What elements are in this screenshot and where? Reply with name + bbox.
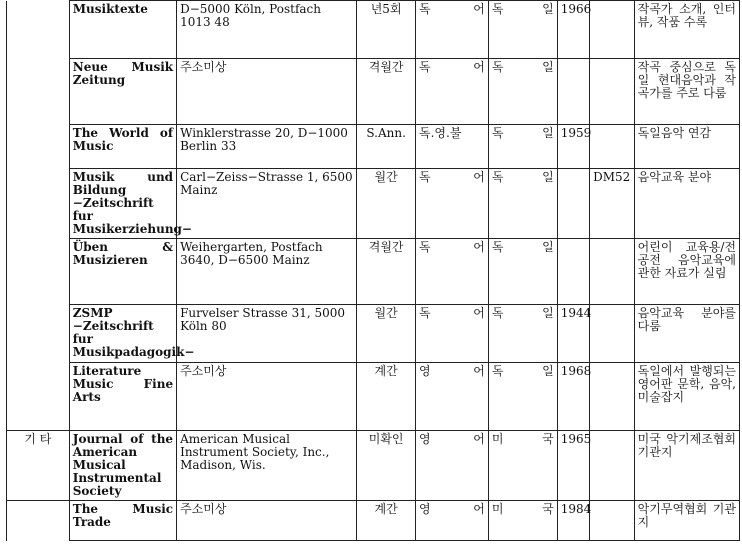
- country-part: 독: [491, 170, 504, 184]
- note-cell: 음악교육 분야를 다룸: [634, 305, 739, 363]
- country-part: 독: [491, 306, 504, 320]
- title-cell: Neue Musik Zeitung: [69, 59, 176, 125]
- country-part: 일: [542, 364, 554, 378]
- price-cell: [590, 305, 635, 363]
- note-cell: 작곡가 소개, 인터뷰, 작품 수록: [634, 1, 739, 59]
- year-cell: 1968: [557, 363, 589, 431]
- country-part: 독: [491, 240, 504, 254]
- year-cell: 1984: [557, 501, 589, 541]
- frequency-cell: 계간: [357, 363, 416, 431]
- country-part: 독: [491, 2, 504, 16]
- price-cell: [590, 125, 635, 169]
- country-cell: [488, 305, 557, 363]
- country-cell: [488, 59, 557, 125]
- category-cell: 기 타: [7, 431, 70, 501]
- language-part: 영: [419, 432, 431, 446]
- language-part: 어: [473, 240, 485, 254]
- title-cell: Literature Music Fine Arts: [69, 363, 176, 431]
- language-cell: [416, 169, 489, 239]
- country-part: 국: [542, 502, 554, 516]
- category-cell: [7, 169, 70, 239]
- frequency-cell: 월간: [357, 169, 416, 239]
- price-cell: [590, 501, 635, 541]
- category-cell: [7, 125, 70, 169]
- country-part: 일: [542, 2, 554, 16]
- title-cell: The Music Trade: [69, 501, 176, 541]
- frequency-cell: S.Ann.: [357, 125, 416, 169]
- table-row: [7, 59, 740, 125]
- table-body: [7, 1, 740, 541]
- language-cell: [416, 59, 489, 125]
- country-part: 국: [542, 432, 554, 446]
- table-row: [7, 305, 740, 363]
- country-part: 독: [491, 126, 504, 140]
- country-part: 미: [491, 502, 504, 516]
- address-cell: Carl−Zeiss−Strasse 1, 6500 Mainz: [177, 169, 357, 239]
- note-cell: 미국 악기제조협회 기관지: [634, 431, 739, 501]
- table-row: [7, 363, 740, 431]
- language-part: 독: [419, 170, 431, 184]
- category-cell: [7, 363, 70, 431]
- country-cell: [488, 239, 557, 305]
- country-part: 일: [542, 240, 554, 254]
- country-cell: [488, 431, 557, 501]
- language-cell: [416, 431, 489, 501]
- country-cell: [488, 363, 557, 431]
- note-cell: 독일음악 연감: [634, 125, 739, 169]
- country-part: 미: [491, 432, 504, 446]
- language-part: 어: [473, 306, 485, 320]
- country-part: 일: [542, 60, 554, 74]
- price-cell: [590, 1, 635, 59]
- language-part: 독: [419, 306, 431, 320]
- price-cell: [590, 431, 635, 501]
- table-row: [7, 125, 740, 169]
- category-cell: [7, 59, 70, 125]
- country-part: 일: [542, 170, 554, 184]
- category-cell: [7, 1, 70, 59]
- year-cell: 1959: [557, 125, 589, 169]
- table-row: [7, 169, 740, 239]
- language-part: 어: [473, 2, 485, 16]
- country-cell: [488, 125, 557, 169]
- title-cell: Musik und Bildung −Zeitschrift fur Musikerziehung−: [69, 169, 176, 239]
- frequency-cell: 미확인: [357, 431, 416, 501]
- country-cell: [488, 501, 557, 541]
- note-cell: 작곡 중심으로 독일 현대음악과 작곡가를 주로 다룸: [634, 59, 739, 125]
- address-cell: Furvelser Strasse 31, 5000 Köln 80: [177, 305, 357, 363]
- country-part: 독: [491, 364, 504, 378]
- price-cell: [590, 239, 635, 305]
- language-cell: [416, 125, 489, 169]
- note-cell: 음악교육 분야: [634, 169, 739, 239]
- language-cell: [416, 363, 489, 431]
- language-part: 영: [419, 364, 431, 378]
- title-cell: Musiktexte: [69, 1, 176, 59]
- frequency-cell: 월간: [357, 305, 416, 363]
- year-cell: [557, 59, 589, 125]
- frequency-cell: 격월간: [357, 59, 416, 125]
- address-cell: Winklerstrasse 20, D−1000 Berlin 33: [177, 125, 357, 169]
- address-cell: D−5000 Köln, Postfach 1013 48: [177, 1, 357, 59]
- price-cell: DM52: [590, 169, 635, 239]
- year-cell: [557, 169, 589, 239]
- language-part: 어: [473, 502, 485, 516]
- year-cell: 1944: [557, 305, 589, 363]
- note-cell: 어린이 교육용/전공전 음악교육에 관한 자료가 실림: [634, 239, 739, 305]
- language-part: 영: [419, 502, 431, 516]
- table-row: [7, 431, 740, 501]
- price-cell: [590, 363, 635, 431]
- language-part: 어: [473, 170, 485, 184]
- language-part: 독.영.불: [419, 126, 462, 140]
- year-cell: 1965: [557, 431, 589, 501]
- language-part: 어: [473, 364, 485, 378]
- note-cell: 독일에서 발행되는 영어판 문학, 음악, 미술잡지: [634, 363, 739, 431]
- frequency-cell: 격월간: [357, 239, 416, 305]
- year-cell: 1966: [557, 1, 589, 59]
- language-part: 독: [419, 60, 431, 74]
- address-cell: 주소미상: [177, 59, 357, 125]
- table-row: [7, 501, 740, 541]
- category-cell: [7, 305, 70, 363]
- title-cell: ZSMP −Zeitschrift fur Musikpadagogik−: [69, 305, 176, 363]
- periodicals-table: [6, 0, 740, 541]
- year-cell: [557, 239, 589, 305]
- language-part: 독: [419, 240, 431, 254]
- table-row: [7, 239, 740, 305]
- title-cell: Journal of the American Musical Instrumental Society: [69, 431, 176, 501]
- country-cell: [488, 169, 557, 239]
- language-part: 어: [473, 60, 485, 74]
- category-cell: [7, 501, 70, 541]
- country-part: 독: [491, 60, 504, 74]
- language-part: 어: [473, 432, 485, 446]
- address-cell: Weihergarten, Postfach 3640, D−6500 Mainz: [177, 239, 357, 305]
- price-cell: [590, 59, 635, 125]
- address-cell: 주소미상: [177, 363, 357, 431]
- title-cell: The World of Music: [69, 125, 176, 169]
- note-cell: 악기무역협회 기관지: [634, 501, 739, 541]
- language-part: 독: [419, 2, 431, 16]
- frequency-cell: 년5회: [357, 1, 416, 59]
- frequency-cell: 계간: [357, 501, 416, 541]
- category-cell: [7, 239, 70, 305]
- language-cell: [416, 501, 489, 541]
- language-cell: [416, 239, 489, 305]
- title-cell: Üben & Musizieren: [69, 239, 176, 305]
- address-cell: American Musical Instrument Society, Inc., Madison, Wis.: [177, 431, 357, 501]
- address-cell: 주소미상: [177, 501, 357, 541]
- country-cell: [488, 1, 557, 59]
- country-part: 일: [542, 306, 554, 320]
- table-row: [7, 1, 740, 59]
- language-cell: [416, 1, 489, 59]
- country-part: 일: [542, 126, 554, 140]
- language-cell: [416, 305, 489, 363]
